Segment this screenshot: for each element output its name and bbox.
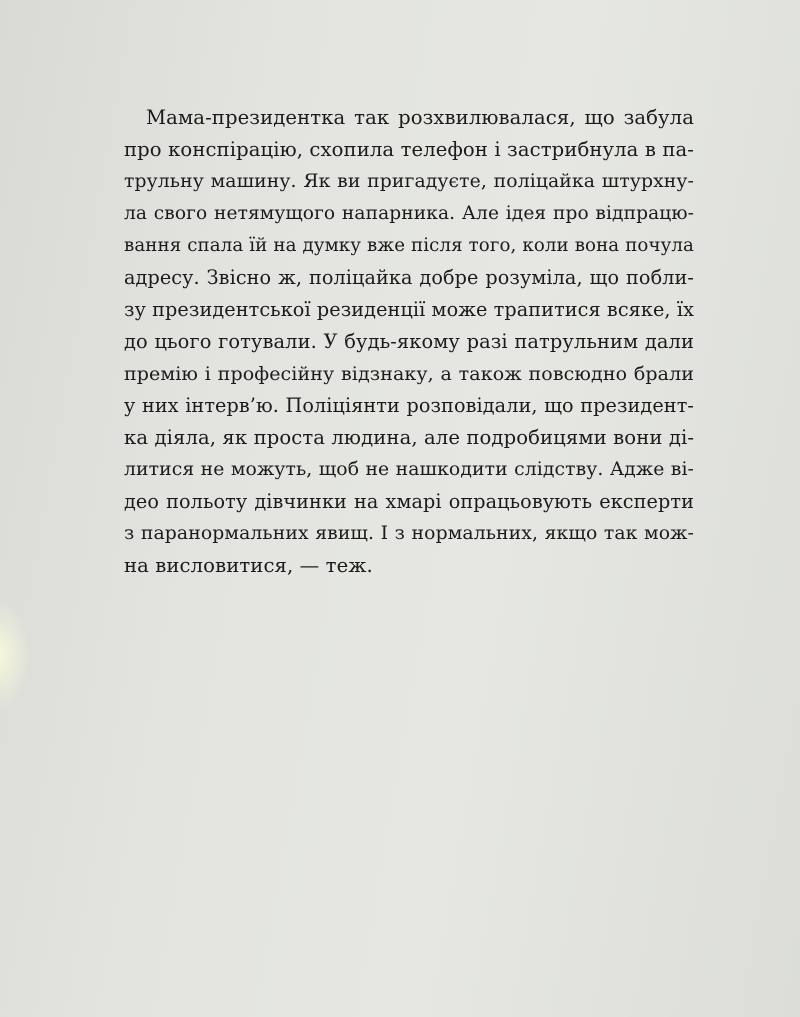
text-line: про конспірацію, схопила телефон і застрибнула в па- [124, 138, 694, 161]
text-line: ка діяла, як проста людина, але подробицями вони ді- [124, 426, 695, 449]
text-line: вання спала їй на думку вже після того, коли вона почула [124, 235, 694, 256]
text-line: зу президентської резиденції може трапитися всяке, їх [124, 298, 694, 321]
text-line: део польоту дівчинки на хмарі опрацьовують експерти [124, 490, 694, 513]
text-line: на висловитися, — теж. [124, 554, 373, 577]
text-line: з паранормальних явищ. І з нормальних, якщо так мож- [124, 523, 694, 544]
body-paragraph [124, 102, 694, 582]
light-reflection [0, 600, 30, 710]
text-line: литися не можуть, щоб не нашкодити слідству. Адже ві- [124, 459, 694, 480]
text-line: Мама-президентка так розхвилювалася, що забула [146, 106, 694, 129]
text-line: у них інтерв’ю. Поліціянти розповідали, що президент- [124, 394, 694, 417]
text-line: премію і професійну відзнаку, а також повсюдно брали [124, 363, 694, 385]
text-line: адресу. Звісно ж, поліцайка добре розуміла, що побли- [124, 266, 694, 289]
text-line: трульну машину. Як ви пригадуєте, поліцайка штурхну- [124, 171, 694, 192]
text-line: до цього готували. У будь-якому разі патрульним дали [124, 330, 694, 353]
text-line: ла свого нетямущого напарника. Але ідея про відпрацю- [124, 203, 694, 224]
